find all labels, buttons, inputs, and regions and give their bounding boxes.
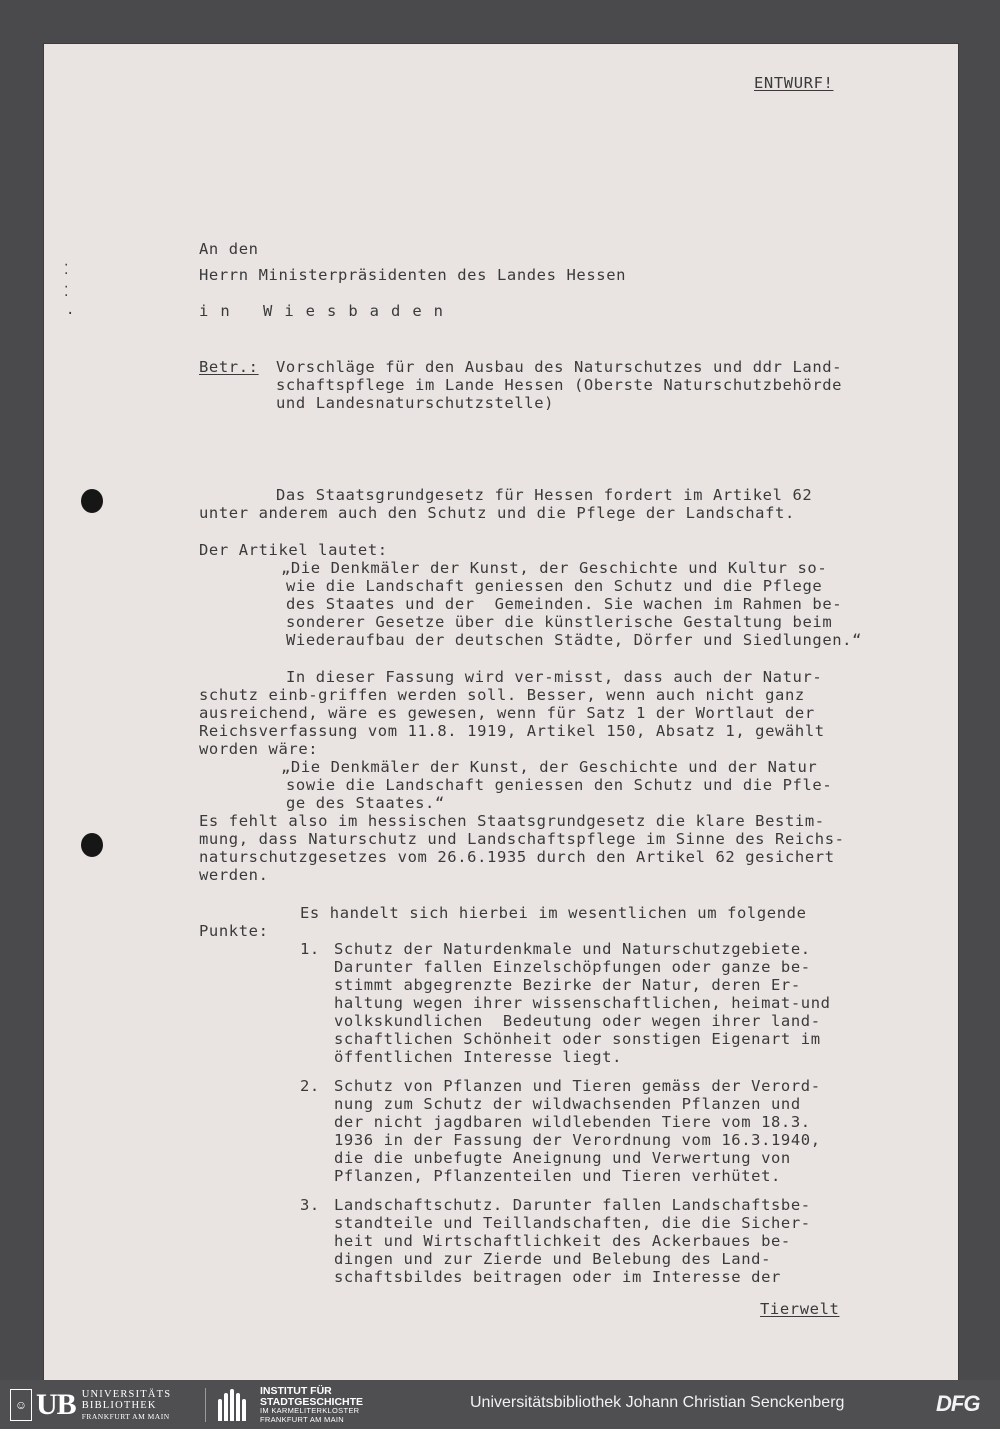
isg-logo-text: INSTITUT FÜR STADTGESCHICHTE IM KARMELITERKLOSTER FRANKFURT AM MAIN — [260, 1385, 364, 1424]
body-line: naturschutzgesetzes vom 26.6.1935 durch den Artikel 62 gesichert — [199, 848, 835, 866]
body-line: schutz einb-griffen werden soll. Besser, wenn auch nicht ganz — [199, 686, 805, 704]
list-item-line: schaftsbildes beitragen oder im Interesse der — [334, 1268, 781, 1286]
body-line: mung, dass Naturschutz und Landschaftspflege im Sinne des Reichs- — [199, 830, 845, 848]
body-line: unter anderem auch den Schutz und die Pflege der Landschaft. — [199, 504, 795, 522]
body-line: Das Staatsgrundgesetz für Hessen fordert im Artikel 62 — [276, 486, 813, 504]
logo-divider — [205, 1388, 206, 1422]
list-item-line: nung zum Schutz der wildwachsenden Pflanzen und — [334, 1095, 801, 1113]
quote-line: Wiederaufbau der deutschen Städte, Dörfer und Siedlungen.“ — [286, 631, 863, 649]
list-item-line: dingen und zur Zierde und Belebung des Land- — [334, 1250, 771, 1268]
quote-line: „Die Denkmäler der Kunst, der Geschichte und Kultur so- — [281, 559, 828, 577]
subject-line: schaftspflege im Lande Hessen (Oberste Naturschutzbehörde — [276, 376, 843, 394]
catchword: Tierwelt — [760, 1300, 840, 1318]
ub-logo-letters: UB — [36, 1388, 76, 1421]
dfg-logo[interactable]: DFG — [936, 1391, 980, 1416]
list-item-line: standteile und Teillandschaften, die die Sicher- — [334, 1214, 811, 1232]
list-item-line: der nicht jagdbaren wildlebenden Tiere vom 18.3. — [334, 1113, 811, 1131]
quote-line: sowie die Landschaft geniessen den Schutz und die Pfle- — [286, 776, 833, 794]
body-line: In dieser Fassung wird ver-misst, dass auch der Natur- — [286, 668, 823, 686]
draft-stamp: ENTWURF! — [754, 74, 834, 92]
list-item-line: Schutz der Naturdenkmale und Naturschutzgebiete. — [334, 940, 811, 958]
quote-line: des Staates und der Gemeinden. Sie wachen im Rahmen be- — [286, 595, 843, 613]
list-item-number: 3. — [300, 1196, 320, 1214]
quote-line: wie die Landschaft geniessen den Schutz und die Pflege — [286, 577, 823, 595]
quote-line: sonderer Gesetze über die künstlerische Gestaltung beim — [286, 613, 833, 631]
columns-icon — [218, 1389, 252, 1421]
margin-mark: ⁚ — [64, 262, 69, 278]
ub-logo[interactable] — [10, 1388, 171, 1422]
body-line: Es handelt sich hierbei im wesentlichen um folgende — [300, 904, 807, 922]
punch-hole-bottom — [81, 833, 103, 857]
list-item-number: 2. — [300, 1077, 320, 1095]
list-item-line: Pflanzen, Pflanzenteilen und Tieren verhütet. — [334, 1167, 781, 1185]
subject-line: und Landesnaturschutzstelle) — [276, 394, 555, 412]
punch-hole-top — [81, 489, 103, 513]
viewer-footer — [0, 1380, 1000, 1429]
body-line: ausreichend, wäre es gewesen, wenn für Satz 1 der Wortlaut der — [199, 704, 815, 722]
margin-mark: ⁚ — [64, 284, 69, 300]
body-line: Es fehlt also im hessischen Staatsgrundgesetz die klare Bestim- — [199, 812, 825, 830]
body-line: werden. — [199, 866, 269, 884]
list-item-line: stimmt abgegrenzte Bezirke der Natur, deren Er- — [334, 976, 801, 994]
subject-label: Betr.: — [199, 358, 259, 376]
list-item-line: öffentlichen Interesse liegt. — [334, 1048, 623, 1066]
quote-line: „Die Denkmäler der Kunst, der Geschichte und der Natur — [281, 758, 818, 776]
list-item-line: volkskundlichen Bedeutung oder wegen ihrer land- — [334, 1012, 821, 1030]
library-title[interactable]: Universitätsbibliothek Johann Christian Senckenberg — [470, 1394, 845, 1411]
body-line: Punkte: — [199, 922, 269, 940]
address-line: in Wiesbaden — [199, 302, 455, 320]
list-item-line: Schutz von Pflanzen und Tieren gemäss der Verord- — [334, 1077, 821, 1095]
isg-logo[interactable] — [218, 1385, 364, 1424]
list-item-line: Landschaftschutz. Darunter fallen Landschaftsbe- — [334, 1196, 811, 1214]
margin-mark: · — [66, 306, 75, 322]
list-item-line: heit und Wirtschaftlichkeit des Ackerbaues be- — [334, 1232, 791, 1250]
document-page — [44, 44, 958, 1380]
list-item-number: 1. — [300, 940, 320, 958]
body-line: Der Artikel lautet: — [199, 541, 388, 559]
address-line: An den — [199, 240, 259, 258]
body-line: worden wäre: — [199, 740, 319, 758]
list-item-line: Darunter fallen Einzelschöpfungen oder ganze be- — [334, 958, 811, 976]
list-item-line: haltung wegen ihrer wissenschaftlichen, heimat-und — [334, 994, 831, 1012]
quote-line: ge des Staates.“ — [286, 794, 445, 812]
subject-line: Vorschläge für den Ausbau des Naturschutzes und ddr Land- — [276, 358, 843, 376]
ub-logo-text: UNIVERSITÄTS BIBLIOTHEK FRANKFURT AM MAIN — [81, 1388, 172, 1421]
list-item-line: schaftlichen Schönheit oder sonstigen Eigenart im — [334, 1030, 821, 1048]
address-line: Herrn Ministerpräsidenten des Landes Hessen — [199, 266, 627, 284]
body-line: Reichsverfassung vom 11.8. 1919, Artikel 150, Absatz 1, gewählt — [199, 722, 825, 740]
list-item-line: die die unbefugte Aneignung und Verwertung von — [334, 1149, 791, 1167]
list-item-line: 1936 in der Fassung der Verordnung vom 16.3.1940, — [334, 1131, 821, 1149]
seal-icon: ☺ — [10, 1389, 32, 1421]
